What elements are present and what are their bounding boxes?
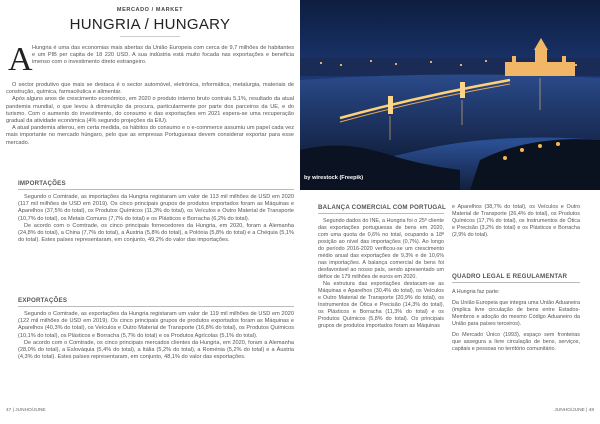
balance-text	[318, 218, 444, 330]
continuation-paragraph: e Aparelhos (38,7% do total), os Veículos e Outro Material de Transporte (26,4% do total), os Produtos Químicos (17,7% do total), os Instrumentos de Ótica e Precisão (3,2% do total) e os Plásticos e Borracha (2,9% do total).	[452, 204, 580, 238]
body-paragraph: O sector produtivo que mais se destaca é o sector automóvel, eletrónica, informática, metalurgia, materiais de construção, química, farmacêutica e alimentar.	[6, 82, 294, 96]
trade-continuation-text	[452, 204, 580, 239]
exports-text	[18, 311, 294, 361]
exports-paragraph: Segundo o Comtrade, as exportações da Hungria registaram um valor de 119 mil milhões de USD em 2020 (122 mil milhões de USD em 2019). Os cinco principais grupos de produtos exportados foram as Máquinas e Aparelhos (40,3% do total), os Veículos e Outro Material de Transporte (16,8% do total), os Produtos Químicos (10,1% do total), os Plásticos e Borracha (5,7% do total) e os Produtos Agrícolas (5,1% do total).	[18, 311, 294, 339]
body-text	[6, 82, 294, 147]
imports-text	[18, 194, 294, 244]
drop-cap: A	[8, 41, 33, 78]
legal-text	[452, 289, 580, 353]
legal-intro: A Hungria faz parte:	[452, 289, 500, 295]
intro-paragraph: Hungria é uma das economias mais abertas da União Europeia com cerca de 9,7 milhões de habitantes e um PIB per capita de 18 220 USD. A sua indústria está muito focada nas exportações e beneficia imenso com o investimento direto estrangeiro.	[32, 45, 294, 66]
title-divider	[120, 36, 180, 37]
balance-paragraph: Na estrutura das exportações destacam-se as Máquinas e Aparelhos (30,4% do total), os Veículos e Outro Material de Transporte (20,9% do total), os Instrumentos de Ótica e Precisão (14,3% do total), os Plásticos e Borracha (11,3% do total) e os Produtos Químicos (5,8% do total). Os principais grupos de produtos importados foram as Máquinas	[318, 281, 444, 329]
body-paragraph: A atual pandemia alterou, em certa medida, os hábitos do consumo e o e-commerce assumiu um papel cada vez mais importante no mercado húngaro, pelo que as empresas Portuguesas devem considerar exportar para esse mercado.	[6, 125, 294, 146]
balance-paragraph: Segundo dados do INE, a Hungria foi o 25º cliente das exportações portuguesas de bens em 2020, com uma quota de 0,6% no total, ocupando a 18ª posição ao nível das importações (0,7%). Ao longo do período 2016-2020 verificou-se um crescimento médio anual das exportações de 9,3% e de 10,6% nas importações. A balança comercial de bens foi desfavorável ao nosso país, sendo apresentado um défice de 179 milhões de euros em 2020.	[318, 218, 444, 280]
legal-item: Da União Europeia que integra uma União Aduaneira (implica livre circulação de bens entre Estados-Membros e adoção do mesmo Código Aduaneiro da União para países terceiros).	[452, 300, 580, 327]
section-label: MERCADO / MARKET	[116, 7, 184, 13]
exports-rule	[18, 306, 294, 307]
legal-heading: QUADRO LEGAL E REGULAMENTAR	[452, 273, 568, 280]
page-number-right: JUNHO/JUNE | 48	[554, 408, 594, 413]
page-title: HUNGRIA / HUNGARY	[69, 16, 231, 33]
legal-item: Do Mercado Único (1993), espaço sem fronteiras que assegura a livre circulação de bens, serviços, capitais e pessoas no território comunitário.	[452, 332, 580, 352]
legal-rule	[452, 282, 580, 283]
exports-heading: EXPORTAÇÕES	[18, 297, 68, 304]
right-page	[300, 0, 600, 424]
budapest-skyline-illustration	[300, 0, 600, 190]
budapest-night-photo	[300, 0, 600, 190]
imports-rule	[18, 189, 294, 190]
exports-paragraph: De acordo com o Comtrade, os cinco principais mercados clientes da Hungria, em 2020, foram a Alemanha (28,0% do total), a Eslováquia (5,4% do total), a Itália (5,2% do total), a Roménia (5,2% do total) e a Áustria (4,3% do total). Estes países representaram, em conjunto, 48,1% do valor das exportações.	[18, 339, 294, 361]
body-paragraph: Após alguns anos de crescimento económico, em 2020 o produto interno bruto contraiu 5,1%, resultado da atual pandemia mundial, o que levou à diminuição da procura, particularmente por parte dos parceiros da UE, e do turismo. Com o aumento do investimento, do consumo e das exportações em 2021 espera-se uma recuperação gradual da atividade económica (4% segundo projeções da EIU).	[6, 96, 294, 125]
page-number-left: 47 | JUNHO/JUNE	[6, 408, 46, 413]
photo-credit: by wirestock (Freepik)	[304, 175, 364, 181]
balance-heading: BALANÇA COMERCIAL COM PORTUGAL	[318, 204, 447, 211]
imports-paragraph: Segundo o Comtrade, as importações da Hungria registaram um valor de 113 mil milhões de USD em 2020 (117 mil milhões de USD em 2019). Os cinco principais grupos de produtos importados foram as Máquinas e Aparelhos (37,5% do total), os Produtos Químicos (11,3% do total), os Veículos e Outro Material de Transporte (10,7% do total), os Metais Comuns (7,7% do total) e os Plásticos e Borracha (6,2% do total).	[18, 194, 294, 222]
imports-paragraph: De acordo com o Comtrade, os cinco principais fornecedores da Hungria, em 2020, foram a Alemanha (24,8% do total), a China (7,7% do total), a Áustria (5,8% do total), a Polónia (5,8% do total) e a Chéquia (5,1% do total). Estes países representaram, em conjunto, 49,2% do valor das importações.	[18, 222, 294, 244]
balance-rule	[318, 213, 444, 214]
imports-heading: IMPORTAÇÕES	[18, 180, 66, 187]
